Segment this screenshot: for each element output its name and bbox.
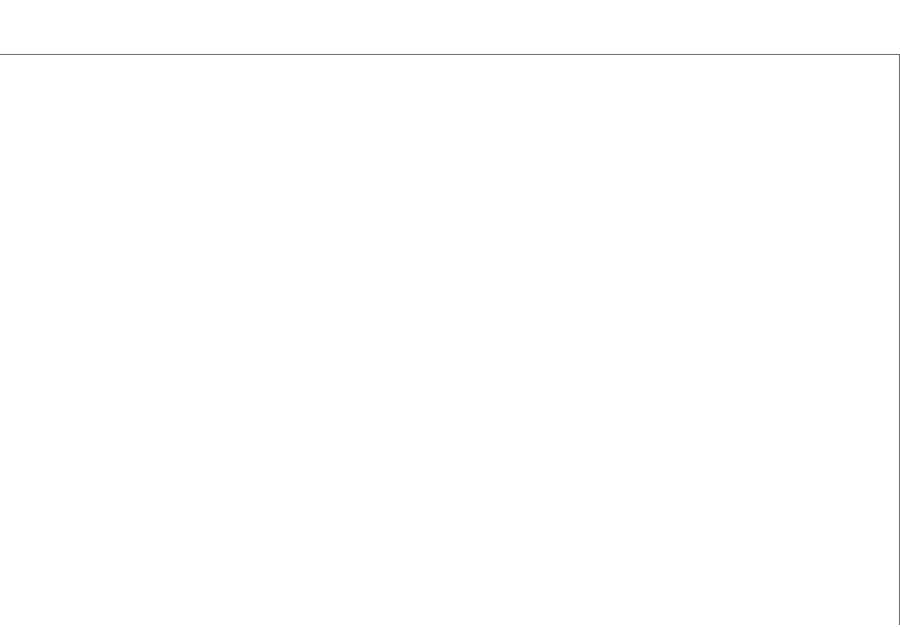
plan-table [0, 54, 900, 625]
page-title [0, 0, 900, 54]
